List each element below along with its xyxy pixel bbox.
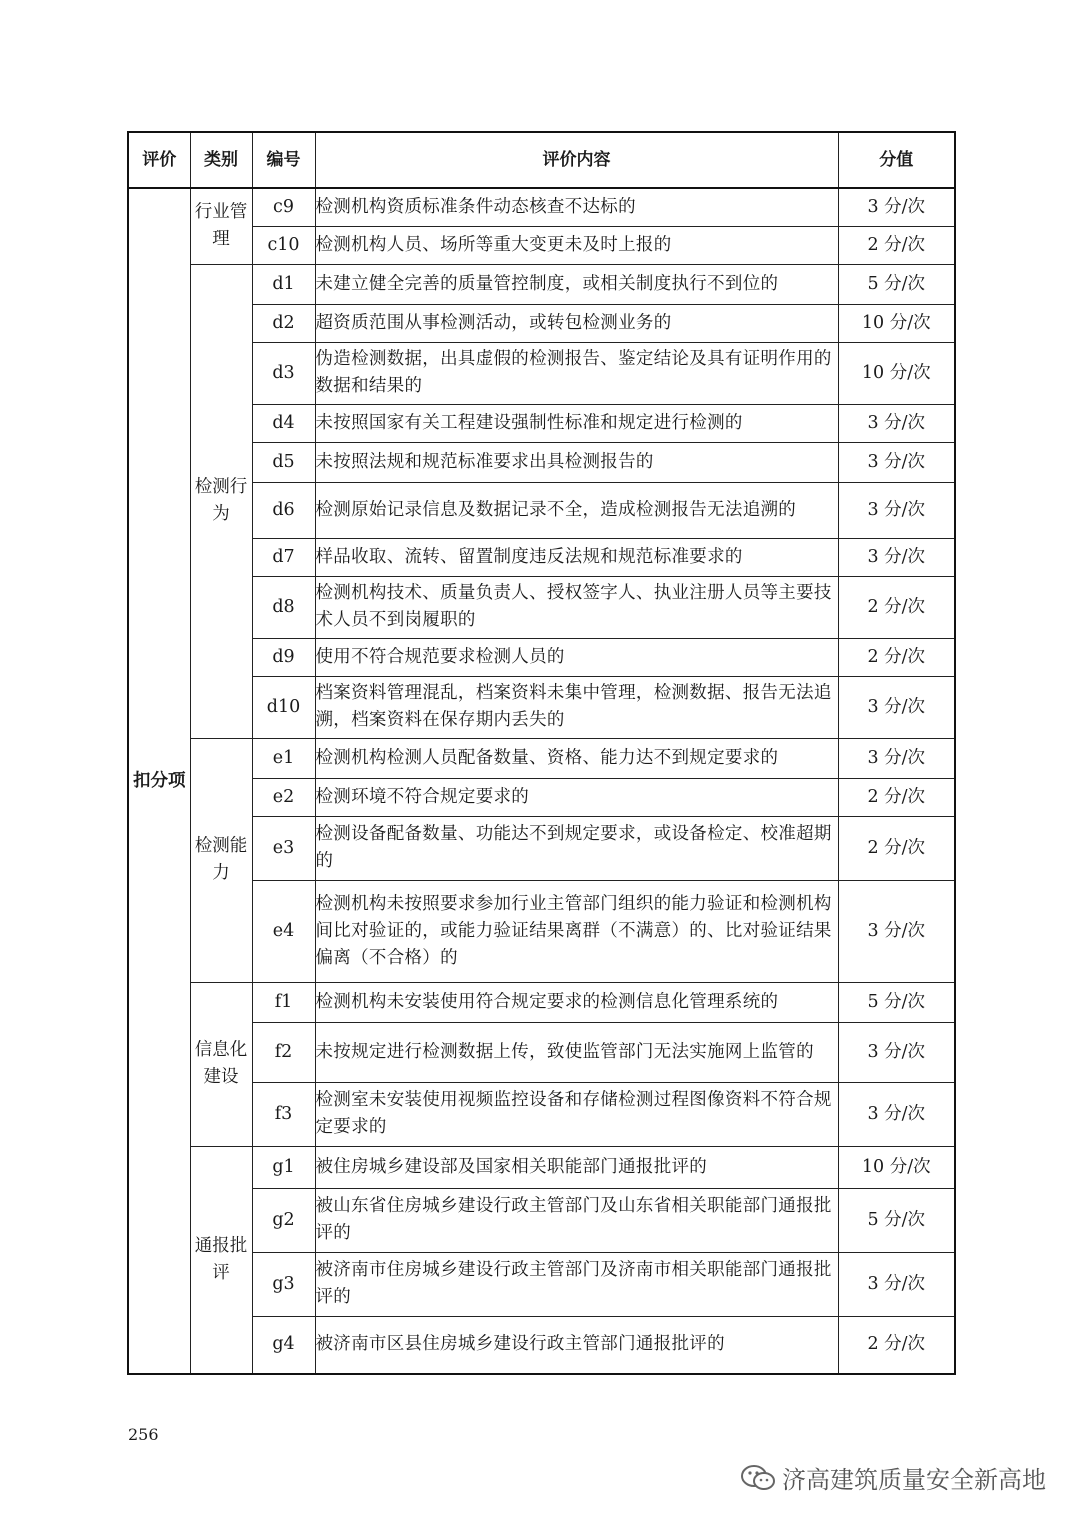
content-cell: 样品收取、流转、留置制度违反法规和规范标准要求的 (315, 538, 838, 576)
code-cell: d7 (252, 538, 315, 576)
code-cell: e1 (252, 738, 315, 778)
category-cell: 行业管理 (190, 188, 252, 264)
score-cell: 2 分/次 (838, 576, 955, 638)
content-cell: 被济南市区县住房城乡建设行政主管部门通报批评的 (315, 1316, 838, 1374)
code-cell: c10 (252, 226, 315, 264)
table-row (128, 342, 955, 404)
score-cell: 5 分/次 (838, 1188, 955, 1252)
header-code: 编号 (252, 132, 315, 188)
table-row (128, 538, 955, 576)
content-cell: 检测机构人员、场所等重大变更未及时上报的 (315, 226, 838, 264)
code-cell: d8 (252, 576, 315, 638)
header-evaluation: 评价 (128, 132, 190, 188)
table-row (128, 576, 955, 638)
content-cell: 检测机构资质标准条件动态核查不达标的 (315, 188, 838, 226)
table-row (128, 188, 955, 226)
code-cell: d1 (252, 264, 315, 304)
table-row (128, 482, 955, 538)
content-cell: 检测室未安装使用视频监控设备和存储检测过程图像资料不符合规定要求的 (315, 1082, 838, 1146)
table-row (128, 1188, 955, 1252)
content-cell: 检测设备配备数量、功能达不到规定要求，或设备检定、校准超期的 (315, 816, 838, 880)
table-row (128, 880, 955, 982)
table-row (128, 442, 955, 482)
content-cell: 未按照国家有关工程建设强制性标准和规定进行检测的 (315, 404, 838, 442)
score-cell: 3 分/次 (838, 738, 955, 778)
header-category: 类别 (190, 132, 252, 188)
code-cell: d4 (252, 404, 315, 442)
table-body (128, 188, 955, 1374)
score-cell: 2 分/次 (838, 1316, 955, 1374)
score-cell: 3 分/次 (838, 1252, 955, 1316)
table-row (128, 982, 955, 1022)
table-row (128, 1146, 955, 1188)
score-cell: 2 分/次 (838, 226, 955, 264)
content-cell: 检测环境不符合规定要求的 (315, 778, 838, 816)
code-cell: f3 (252, 1082, 315, 1146)
score-cell: 2 分/次 (838, 638, 955, 676)
score-cell: 10 分/次 (838, 1146, 955, 1188)
content-cell: 档案资料管理混乱，档案资料未集中管理，检测数据、报告无法追溯，档案资料在保存期内丢失的 (315, 676, 838, 738)
content-cell: 伪造检测数据，出具虚假的检测报告、鉴定结论及具有证明作用的数据和结果的 (315, 342, 838, 404)
score-cell: 3 分/次 (838, 482, 955, 538)
evaluation-cell: 扣分项 (128, 188, 190, 1374)
table-row (128, 264, 955, 304)
wechat-icon (740, 1464, 776, 1492)
code-cell: d3 (252, 342, 315, 404)
watermark-text: 济高建筑质量安全新高地 (782, 1466, 1046, 1494)
code-cell: d6 (252, 482, 315, 538)
page-number: 256 (128, 1425, 159, 1444)
score-cell: 3 分/次 (838, 676, 955, 738)
table-row (128, 1082, 955, 1146)
content-cell: 被山东省住房城乡建设行政主管部门及山东省相关职能部门通报批评的 (315, 1188, 838, 1252)
code-cell: e2 (252, 778, 315, 816)
header-score: 分值 (838, 132, 955, 188)
category-cell: 检测能力 (190, 738, 252, 982)
content-cell: 未建立健全完善的质量管控制度，或相关制度执行不到位的 (315, 264, 838, 304)
category-cell: 检测行为 (190, 264, 252, 738)
table-row (128, 226, 955, 264)
score-cell: 10 分/次 (838, 304, 955, 342)
header-content: 评价内容 (315, 132, 838, 188)
table-row (128, 638, 955, 676)
code-cell: d2 (252, 304, 315, 342)
table-row (128, 404, 955, 442)
content-cell: 使用不符合规范要求检测人员的 (315, 638, 838, 676)
category-cell: 信息化建设 (190, 982, 252, 1146)
evaluation-table (127, 131, 956, 1375)
table-row (128, 304, 955, 342)
score-cell: 3 分/次 (838, 880, 955, 982)
code-cell: d5 (252, 442, 315, 482)
table-row (128, 778, 955, 816)
table-row (128, 816, 955, 880)
score-cell: 3 分/次 (838, 1022, 955, 1082)
table-row (128, 1316, 955, 1374)
code-cell: e4 (252, 880, 315, 982)
code-cell: g3 (252, 1252, 315, 1316)
code-cell: d10 (252, 676, 315, 738)
content-cell: 检测机构未安装使用符合规定要求的检测信息化管理系统的 (315, 982, 838, 1022)
code-cell: d9 (252, 638, 315, 676)
score-cell: 2 分/次 (838, 778, 955, 816)
content-cell: 未按规定进行检测数据上传，致使监管部门无法实施网上监管的 (315, 1022, 838, 1082)
content-cell: 检测机构技术、质量负责人、授权签字人、执业注册人员等主要技术人员不到岗履职的 (315, 576, 838, 638)
table-row (128, 1252, 955, 1316)
content-cell: 未按照法规和规范标准要求出具检测报告的 (315, 442, 838, 482)
code-cell: g4 (252, 1316, 315, 1374)
watermark (740, 1460, 1046, 1495)
score-cell: 3 分/次 (838, 188, 955, 226)
table-row (128, 676, 955, 738)
content-cell: 检测机构未按照要求参加行业主管部门组织的能力验证和检测机构间比对验证的，或能力验证结果离群（不满意）的、比对验证结果偏离（不合格）的 (315, 880, 838, 982)
score-cell: 3 分/次 (838, 1082, 955, 1146)
score-cell: 2 分/次 (838, 816, 955, 880)
score-cell: 3 分/次 (838, 404, 955, 442)
content-cell: 检测机构检测人员配备数量、资格、能力达不到规定要求的 (315, 738, 838, 778)
code-cell: e3 (252, 816, 315, 880)
score-cell: 5 分/次 (838, 982, 955, 1022)
code-cell: g1 (252, 1146, 315, 1188)
score-cell: 10 分/次 (838, 342, 955, 404)
content-cell: 被济南市住房城乡建设行政主管部门及济南市相关职能部门通报批评的 (315, 1252, 838, 1316)
content-cell: 检测原始记录信息及数据记录不全，造成检测报告无法追溯的 (315, 482, 838, 538)
score-cell: 5 分/次 (838, 264, 955, 304)
category-cell: 通报批评 (190, 1146, 252, 1374)
content-cell: 被住房城乡建设部及国家相关职能部门通报批评的 (315, 1146, 838, 1188)
content-cell: 超资质范围从事检测活动，或转包检测业务的 (315, 304, 838, 342)
code-cell: c9 (252, 188, 315, 226)
score-cell: 3 分/次 (838, 538, 955, 576)
code-cell: f1 (252, 982, 315, 1022)
table-header-row (128, 132, 955, 188)
code-cell: g2 (252, 1188, 315, 1252)
score-cell: 3 分/次 (838, 442, 955, 482)
table-row (128, 1022, 955, 1082)
code-cell: f2 (252, 1022, 315, 1082)
table-row (128, 738, 955, 778)
